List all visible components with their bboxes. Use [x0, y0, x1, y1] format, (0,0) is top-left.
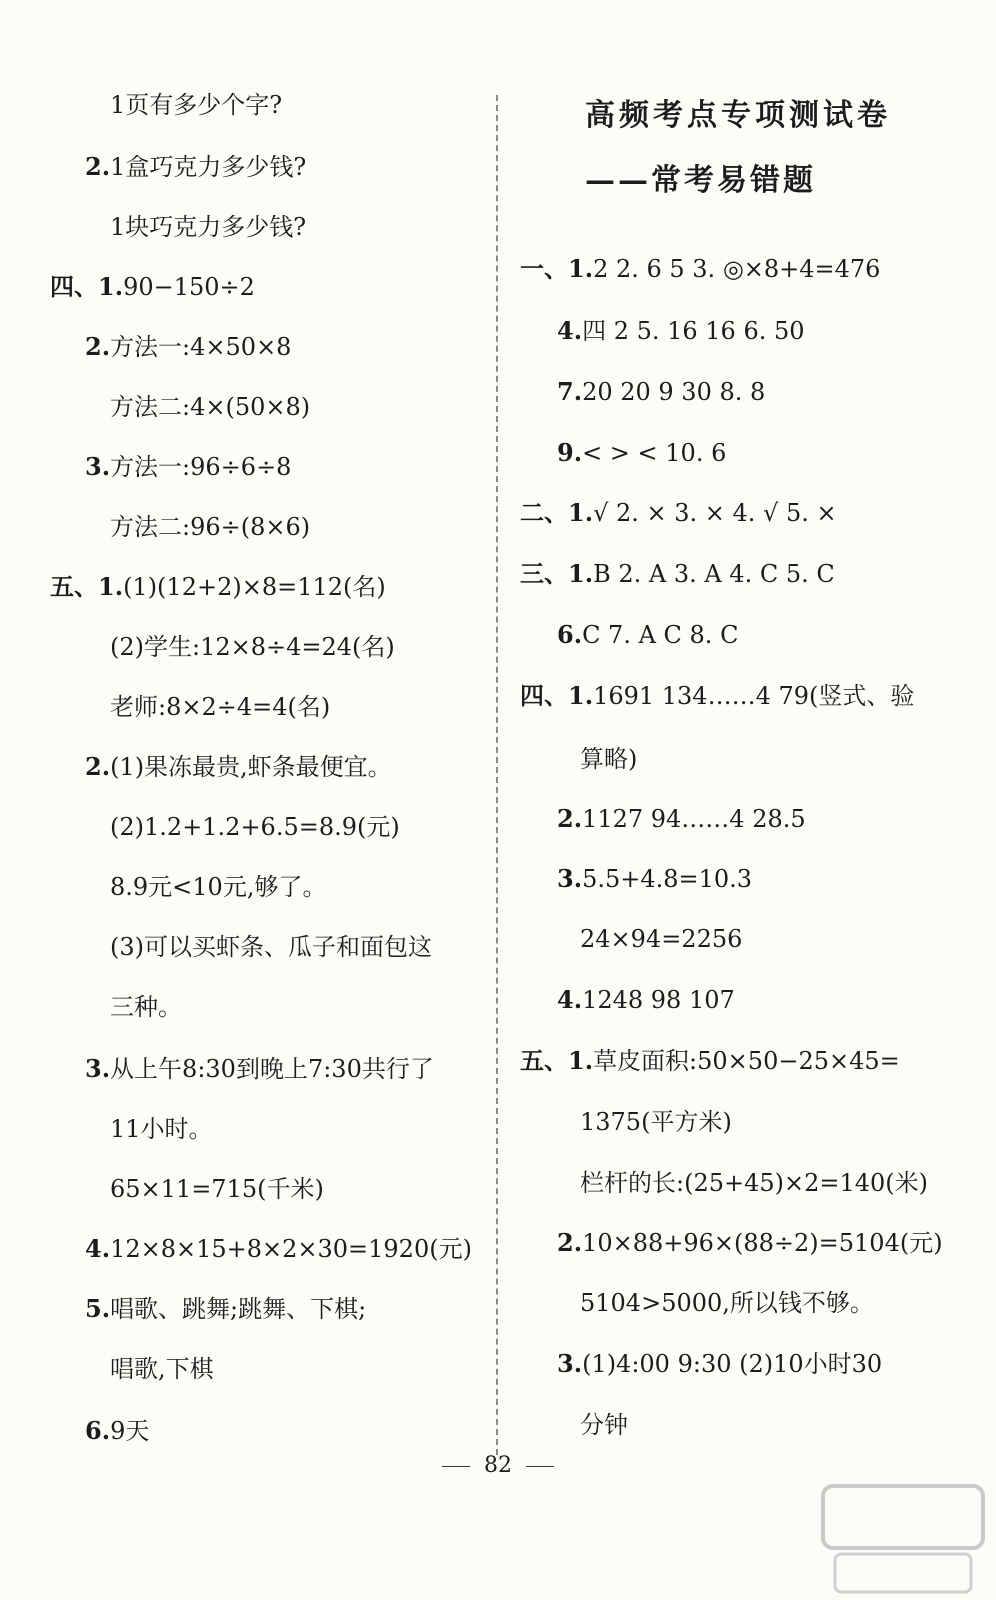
- right-line: [557, 314, 805, 348]
- left-line: [110, 210, 306, 244]
- answer-text: < > < 10. 6: [582, 439, 727, 467]
- right-line: [520, 679, 914, 713]
- right-line: [557, 862, 752, 896]
- answer-text: 20 20 9 30 8. 8: [582, 378, 766, 406]
- item-number: 4.: [557, 985, 583, 1014]
- left-line: [110, 510, 310, 544]
- left-line: [110, 990, 182, 1024]
- answer-text: (1)(12+2)×8=112(名): [123, 573, 386, 601]
- page-number: 82: [484, 1453, 512, 1478]
- right-line: [557, 1226, 943, 1260]
- right-line: [520, 496, 837, 530]
- answer-text: (3)可以买虾条、瓜子和面包这: [110, 933, 432, 961]
- answer-text: 三种。: [110, 993, 182, 1021]
- right-line: [557, 375, 765, 409]
- answer-text: 唱歌,下棋: [110, 1355, 214, 1383]
- answer-text: (2)学生:12×8÷4=24(名): [110, 633, 395, 661]
- answer-text: 65×11=715(千米): [110, 1175, 324, 1203]
- answer-text: 分钟: [580, 1411, 628, 1439]
- left-line: [110, 88, 282, 122]
- left-line: [50, 270, 255, 304]
- left-line: [110, 390, 310, 424]
- right-line: [557, 436, 726, 470]
- answer-text: (1)4:00 9:30 (2)10小时30: [582, 1350, 883, 1378]
- item-number: 3.: [85, 452, 111, 481]
- left-line: [85, 1292, 366, 1326]
- item-number: 3.: [557, 1349, 583, 1378]
- item-number: 4.: [557, 316, 583, 345]
- answer-text: 草皮面积:50×50−25×45=: [593, 1047, 900, 1075]
- item-number: 4.: [85, 1234, 111, 1263]
- answer-text: C 7. A C 8. C: [582, 621, 739, 649]
- section-subtitle: ——常考易错题: [585, 163, 816, 198]
- item-number: 7.: [557, 377, 583, 406]
- answer-text: 栏杆的长:(25+45)×2=140(米): [580, 1169, 929, 1197]
- left-line: [110, 930, 432, 964]
- section-title: 高频考点专项测试卷: [585, 98, 891, 133]
- item-number: 五、1.: [50, 572, 124, 601]
- item-number: 2.: [85, 332, 111, 361]
- right-line: [557, 983, 735, 1017]
- right-line: [520, 557, 835, 591]
- item-number: 3.: [557, 864, 583, 893]
- answer-text: 方法一:96÷6÷8: [110, 453, 292, 481]
- right-line: [520, 1044, 900, 1078]
- footer-dash-left: [442, 1466, 470, 1467]
- item-number: 2.: [557, 1228, 583, 1257]
- right-line: [557, 618, 738, 652]
- left-line: [110, 1352, 214, 1386]
- footer-dash-right: [526, 1466, 554, 1467]
- answer-text: 四 2 5. 16 16 6. 50: [582, 317, 805, 345]
- answer-text: 90−150÷2: [123, 273, 255, 301]
- column-divider: [496, 95, 498, 1455]
- left-line: [110, 630, 395, 664]
- left-line: [85, 150, 306, 184]
- answer-text: 唱歌、跳舞;跳舞、下棋;: [110, 1295, 367, 1323]
- right-line: [580, 1408, 628, 1442]
- left-line: [110, 1172, 324, 1206]
- item-number: 二、1.: [520, 498, 594, 527]
- answer-text: 1盒巧克力多少钱?: [110, 153, 307, 181]
- answer-text: 1127 94……4 28.5: [582, 805, 806, 833]
- answer-text: 2 2. 6 5 3. ◎×8+4=476: [593, 255, 881, 283]
- answer-text: 24×94=2256: [580, 925, 743, 953]
- answer-text: B 2. A 3. A 4. C 5. C: [593, 560, 835, 588]
- answer-text: 老师:8×2÷4=4(名): [110, 693, 331, 721]
- answer-text: 方法一:4×50×8: [110, 333, 292, 361]
- answer-text: 1691 134……4 79(竖式、验: [593, 682, 915, 710]
- item-number: 6.: [557, 620, 583, 649]
- left-line: [50, 570, 386, 604]
- right-line: [557, 802, 806, 836]
- left-line: [85, 750, 392, 784]
- item-number: 5.: [85, 1294, 111, 1323]
- right-line: [580, 1166, 928, 1200]
- answer-text: √ 2. × 3. × 4. √ 5. ×: [593, 499, 837, 527]
- answer-text: 方法二:96÷(8×6): [110, 513, 311, 541]
- answer-text: 从上午8:30到晚上7:30共行了: [110, 1055, 434, 1083]
- item-number: 2.: [85, 752, 111, 781]
- page-footer: [0, 1453, 996, 1478]
- answer-text: 12×8×15+8×2×30=1920(元): [110, 1235, 472, 1263]
- item-number: 三、1.: [520, 559, 594, 588]
- answer-text: (2)1.2+1.2+6.5=8.9(元): [110, 813, 400, 841]
- right-line: [580, 922, 742, 956]
- right-line: [557, 1347, 882, 1381]
- item-number: 五、1.: [520, 1046, 594, 1075]
- left-line: [85, 330, 291, 364]
- answer-text: 1248 98 107: [582, 986, 735, 1014]
- left-line: [85, 1232, 472, 1266]
- right-line: [580, 742, 637, 776]
- left-line: [110, 690, 330, 724]
- left-line: [110, 1112, 213, 1146]
- answer-text: 5.5+4.8=10.3: [582, 865, 753, 893]
- item-number: 9.: [557, 438, 583, 467]
- item-number: 2.: [557, 804, 583, 833]
- left-line: [110, 810, 400, 844]
- right-line: [580, 1105, 732, 1139]
- answer-text: 1块巧克力多少钱?: [110, 213, 307, 241]
- answer-text: 5104>5000,所以钱不够。: [580, 1289, 874, 1317]
- answer-text: 8.9元<10元,够了。: [110, 873, 327, 901]
- left-line: [85, 1414, 149, 1448]
- answer-text: 方法二:4×(50×8): [110, 393, 311, 421]
- left-line: [85, 1052, 434, 1086]
- answer-text: 10×88+96×(88÷2)=5104(元): [582, 1229, 943, 1257]
- item-number: 6.: [85, 1416, 111, 1445]
- answer-text: 1页有多少个字?: [110, 91, 283, 119]
- item-number: 四、1.: [50, 272, 124, 301]
- right-line: [580, 1286, 874, 1320]
- answer-text: (1)果冻最贵,虾条最便宜。: [110, 753, 392, 781]
- answer-text: 1375(平方米): [580, 1108, 732, 1136]
- item-number: 四、1.: [520, 681, 594, 710]
- answer-text: 算略): [580, 745, 638, 773]
- item-number: 一、1.: [520, 254, 594, 283]
- left-line: [85, 450, 291, 484]
- answer-text: 11小时。: [110, 1115, 213, 1143]
- item-number: 3.: [85, 1054, 111, 1083]
- item-number: 2.: [85, 152, 111, 181]
- answer-text: 9天: [110, 1417, 150, 1445]
- right-line: [520, 252, 880, 286]
- left-line: [110, 870, 326, 904]
- watermark-logo: [815, 1480, 990, 1598]
